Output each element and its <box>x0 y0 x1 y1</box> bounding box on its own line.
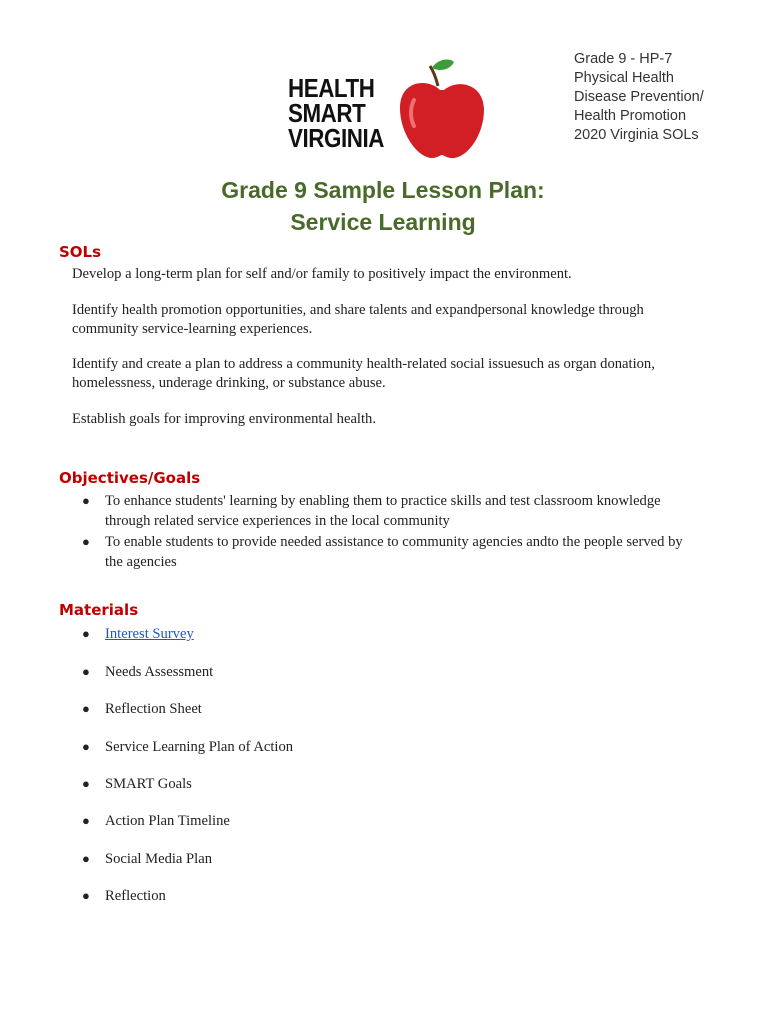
bullet-icon: ● <box>82 813 90 828</box>
materials-heading: Materials <box>59 601 139 619</box>
material-item <box>82 849 702 869</box>
bullet-icon: ● <box>82 739 90 754</box>
header-topic: Disease Prevention/ <box>574 89 704 105</box>
material-text: Reflection Sheet <box>105 701 202 717</box>
bullet-icon: ● <box>82 534 90 549</box>
material-item <box>82 624 702 644</box>
objective-text: To enhance students' learning by enabling them to practice skills and test classroom knowledge through related service experiences in the local community <box>105 493 661 529</box>
header-info-block <box>574 50 704 145</box>
material-text: Action Plan Timeline <box>105 813 230 829</box>
bullet-icon: ● <box>82 493 90 508</box>
objectives-heading: Objectives/Goals <box>59 469 201 487</box>
logo-wordmark <box>288 73 384 153</box>
bullet-icon: ● <box>82 776 90 791</box>
bullet-icon: ● <box>82 851 90 866</box>
material-text: Reflection <box>105 888 166 904</box>
material-text: Service Learning Plan of Action <box>105 739 294 755</box>
page-title <box>0 174 766 238</box>
objective-item <box>82 491 702 531</box>
header-subtopic: Health Promotion <box>574 108 687 124</box>
material-item <box>82 737 702 757</box>
bullet-icon: ● <box>82 701 90 716</box>
sol-paragraph: Identify and create a plan to address a community health-related social issuesuch as organ donation, homelessness, underage drinking, or substance abuse. <box>72 356 655 391</box>
logo-line-health: HEALTH <box>288 73 375 103</box>
header-standards: 2020 Virginia SOLs <box>574 127 699 143</box>
sol-paragraph: Develop a long-term plan for self and/or family to positively impact the environment. <box>72 266 572 282</box>
sols-heading: SOLs <box>59 243 102 261</box>
material-text: SMART Goals <box>105 776 192 792</box>
apple-icon <box>392 56 488 166</box>
health-smart-virginia-logo <box>288 56 488 166</box>
material-text: Social Media Plan <box>105 851 213 867</box>
material-item <box>82 662 702 682</box>
bullet-icon: ● <box>82 664 90 679</box>
sol-paragraph: Establish goals for improving environmental health. <box>72 411 376 427</box>
header-grade: Grade 9 - HP-7 <box>574 51 673 67</box>
sol-paragraph: Identify health promotion opportunities, and share talents and expandpersonal knowledge through community service-learning experiences. <box>72 302 644 337</box>
bullet-icon: ● <box>82 626 90 641</box>
material-item <box>82 811 702 831</box>
material-text: Needs Assessment <box>105 664 214 680</box>
material-item <box>82 886 702 906</box>
objective-text: To enable students to provide needed assistance to community agencies andto the people served by the agencies <box>105 534 683 570</box>
material-item <box>82 699 702 719</box>
logo-line-smart: SMART <box>288 98 366 128</box>
interest-survey-link[interactable]: Interest Survey <box>105 626 194 642</box>
title-line-2: Service Learning <box>290 209 476 235</box>
material-item <box>82 774 702 794</box>
header-strand: Physical Health <box>574 70 674 86</box>
objective-item <box>82 532 702 572</box>
title-line-1: Grade 9 Sample Lesson Plan: <box>221 177 545 203</box>
bullet-icon: ● <box>82 888 90 903</box>
logo-line-virginia: VIRGINIA <box>288 123 384 153</box>
